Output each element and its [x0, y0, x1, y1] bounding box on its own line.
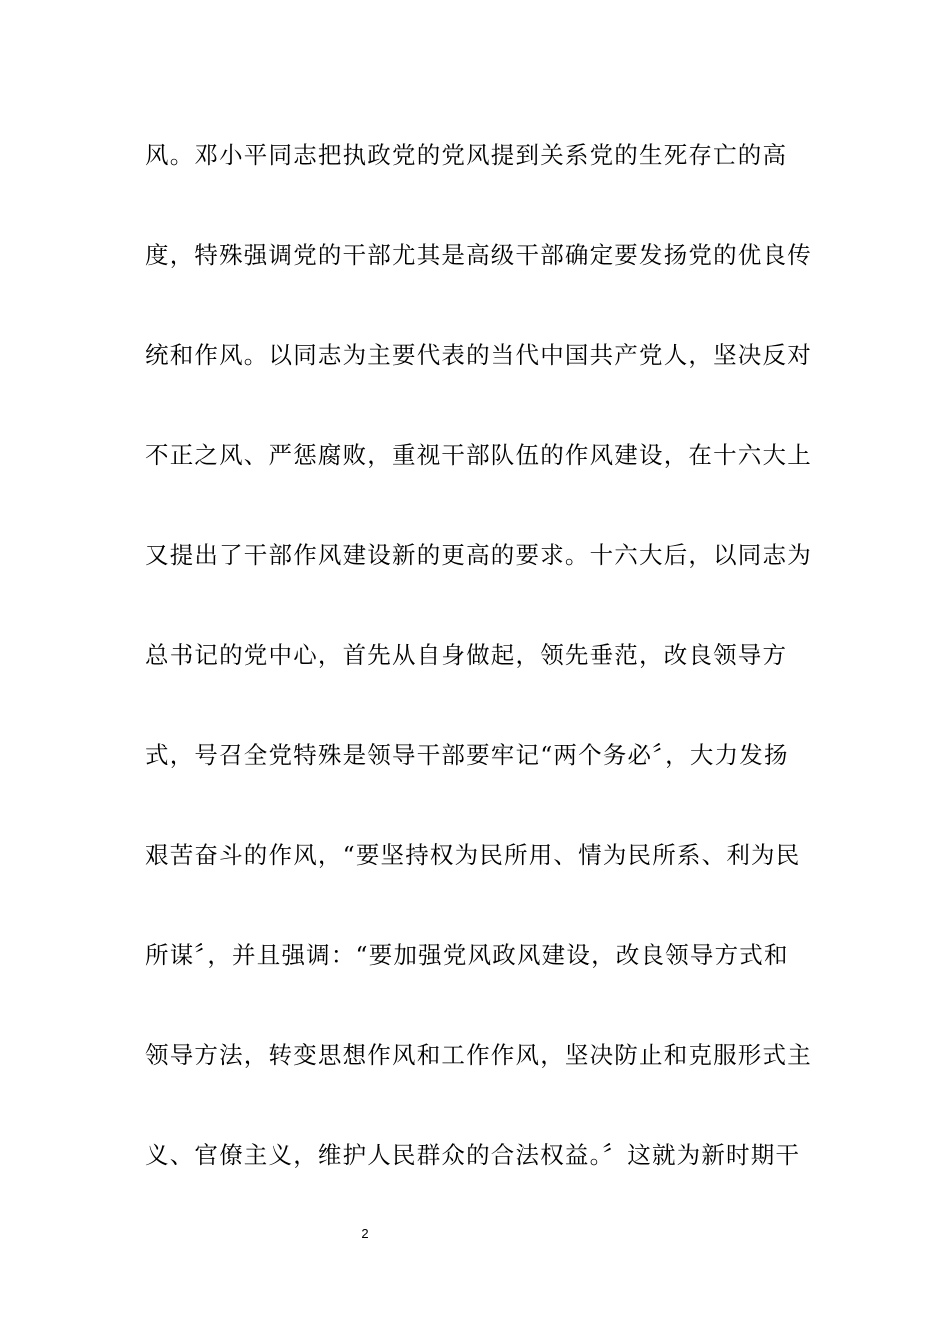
text-line: 义、官僚主义，维护人民群众的合法权益。〞这就为新时期干 — [145, 1141, 801, 1169]
text-line: 又提出了干部作风建设新的更高的要求。十六大后，以同志为 — [145, 541, 812, 569]
text-line: 不正之风、严惩腐败，重视干部队伍的作风建设，在十六大上 — [145, 441, 812, 469]
text-line: 总书记的党中心，首先从自身做起，领先垂范，改良领导方 — [145, 641, 788, 669]
text-line: 所谋〞，并且强调：“要加强党风政风建设，改良领导方式和 — [145, 941, 789, 969]
text-line: 度，特殊强调党的干部尤其是高级干部确定要发扬党的优良传 — [145, 241, 812, 269]
page-number: 2 — [361, 1226, 369, 1241]
text-line: 统和作风。以同志为主要代表的当代中国共产党人，坚决反对 — [145, 341, 812, 369]
text-line: 风。邓小平同志把执政党的党风提到关系党的生死存亡的高 — [145, 141, 788, 169]
body-text — [145, 132, 810, 1232]
text-line: 式，号召全党特殊是领导干部要牢记“两个务必〞，大力发扬 — [145, 741, 789, 769]
text-line: 艰苦奋斗的作风，“要坚持权为民所用、情为民所系、利为民 — [145, 841, 801, 869]
text-line: 领导方法，转变思想作风和工作作风，坚决防止和克服形式主 — [145, 1041, 812, 1069]
